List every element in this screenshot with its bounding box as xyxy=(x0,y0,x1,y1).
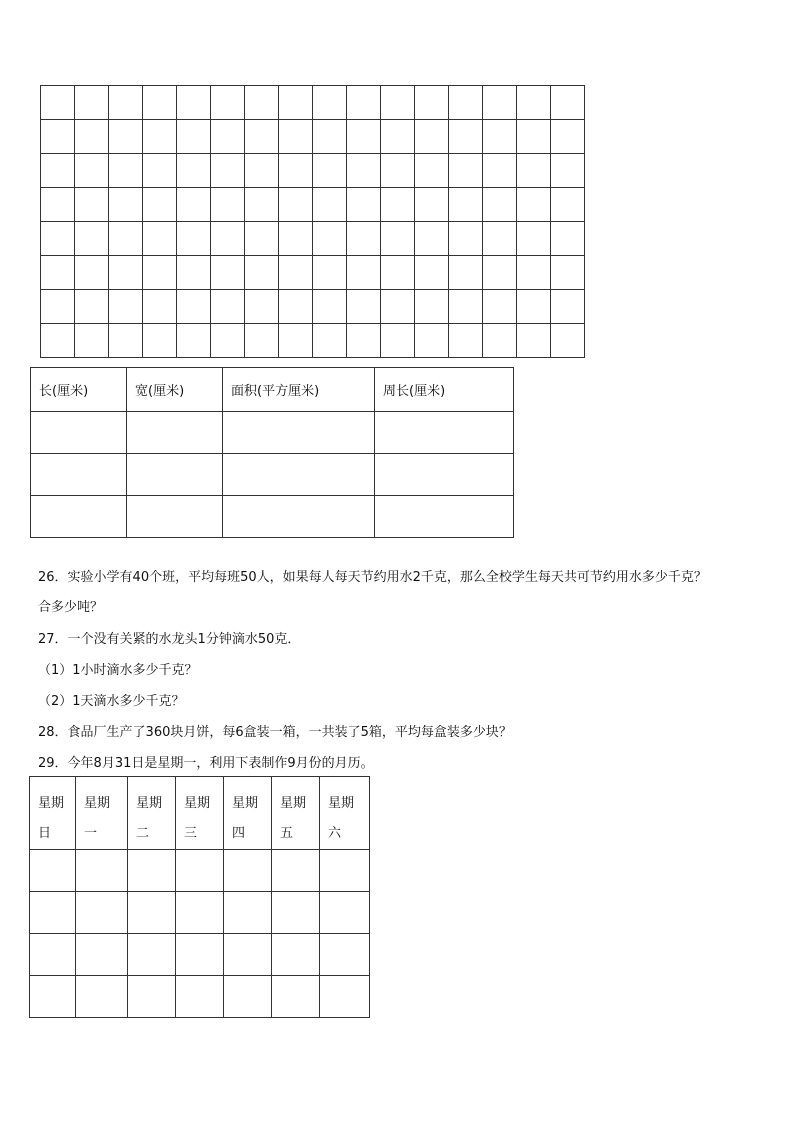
grid-cell xyxy=(177,290,211,324)
calendar-cell xyxy=(272,850,320,892)
grid-cell xyxy=(517,290,551,324)
grid-cell xyxy=(109,120,143,154)
rectangle-table-row xyxy=(31,454,514,496)
grid-cell xyxy=(347,188,381,222)
grid-row xyxy=(41,324,585,358)
calendar-cell xyxy=(30,934,76,976)
rectangle-table-cell xyxy=(375,496,514,538)
grid-cell xyxy=(347,324,381,358)
calendar-cell xyxy=(128,976,176,1018)
grid-cell xyxy=(415,188,449,222)
rectangle-table-cell xyxy=(223,496,375,538)
grid-cell xyxy=(109,256,143,290)
grid-cell xyxy=(177,256,211,290)
grid-cell xyxy=(143,222,177,256)
grid-cell xyxy=(449,222,483,256)
grid-cell xyxy=(483,290,517,324)
grid-row xyxy=(41,120,585,154)
grid-cell xyxy=(551,324,585,358)
calendar-cell xyxy=(176,892,224,934)
grid-cell xyxy=(517,188,551,222)
calendar-cell xyxy=(30,850,76,892)
grid-cell xyxy=(483,188,517,222)
grid-cell xyxy=(279,222,313,256)
calendar-cell xyxy=(30,892,76,934)
calendar-cell xyxy=(320,892,370,934)
calendar-row xyxy=(30,850,370,892)
grid-cell xyxy=(245,154,279,188)
calendar-cell xyxy=(272,976,320,1018)
calendar-cell xyxy=(272,934,320,976)
grid-cell xyxy=(143,188,177,222)
grid-cell xyxy=(551,290,585,324)
calendar-cell xyxy=(224,934,272,976)
grid-cell xyxy=(415,120,449,154)
grid-cell xyxy=(75,86,109,120)
rectangle-table xyxy=(30,367,514,538)
grid-cell xyxy=(381,256,415,290)
weekday-sunday: 星期 日 xyxy=(30,777,76,850)
question-27: 27．一个没有关紧的水龙头1分钟滴水50克． xyxy=(38,632,301,647)
grid-cell xyxy=(41,324,75,358)
calendar-header-row xyxy=(30,777,370,850)
grid-cell xyxy=(517,86,551,120)
grid-cell xyxy=(41,154,75,188)
grid-cell xyxy=(177,154,211,188)
grid-cell xyxy=(109,222,143,256)
grid-cell xyxy=(109,154,143,188)
grid-cell xyxy=(381,188,415,222)
weekday-friday: 星期 五 xyxy=(272,777,320,850)
weekday-wednesday: 星期 三 xyxy=(176,777,224,850)
rectangle-table-row xyxy=(31,496,514,538)
grid-cell xyxy=(109,324,143,358)
grid-cell xyxy=(517,324,551,358)
grid-cell xyxy=(449,188,483,222)
calendar-cell xyxy=(128,850,176,892)
grid-cell xyxy=(75,120,109,154)
calendar-cell xyxy=(176,850,224,892)
grid-cell xyxy=(381,324,415,358)
rectangle-table-cell xyxy=(31,496,127,538)
grid-cell xyxy=(211,120,245,154)
grid-cell xyxy=(313,154,347,188)
rectangle-table-cell xyxy=(223,454,375,496)
weekday-tuesday: 星期 二 xyxy=(128,777,176,850)
calendar-cell xyxy=(128,934,176,976)
grid-cell xyxy=(211,188,245,222)
weekday-monday: 星期 一 xyxy=(76,777,128,850)
grid-cell xyxy=(313,324,347,358)
rectangle-table-header-row xyxy=(31,368,514,412)
grid-cell xyxy=(483,120,517,154)
grid-row xyxy=(41,154,585,188)
grid-cell xyxy=(211,154,245,188)
grid-cell xyxy=(415,154,449,188)
grid-row xyxy=(41,256,585,290)
grid-cell xyxy=(347,256,381,290)
calendar-cell xyxy=(320,850,370,892)
rectangle-table-cell xyxy=(127,496,223,538)
grid-cell xyxy=(483,222,517,256)
rectangle-table-cell xyxy=(375,454,514,496)
grid-cell xyxy=(415,86,449,120)
grid-cell xyxy=(551,120,585,154)
grid-cell xyxy=(279,86,313,120)
calendar-row xyxy=(30,976,370,1018)
grid-cell xyxy=(75,324,109,358)
question-26-continued: 合多少吨？ xyxy=(38,600,104,615)
grid-cell xyxy=(279,154,313,188)
grid-cell xyxy=(517,222,551,256)
grid-cell xyxy=(415,256,449,290)
calendar-cell xyxy=(128,892,176,934)
grid-cell xyxy=(483,256,517,290)
grid-cell xyxy=(415,222,449,256)
calendar-cell xyxy=(176,934,224,976)
rectangle-table-cell xyxy=(375,412,514,454)
grid-cell xyxy=(75,256,109,290)
grid-cell xyxy=(483,86,517,120)
weekday-saturday: 星期 六 xyxy=(320,777,370,850)
grid-cell xyxy=(245,290,279,324)
question-28: 28．食品厂生产了360块月饼，每6盒装一箱，一共装了5箱，平均每盒装多少块？ xyxy=(38,725,512,740)
grid-cell xyxy=(41,188,75,222)
calendar-cell xyxy=(224,850,272,892)
calendar-row xyxy=(30,934,370,976)
rectangle-table-cell xyxy=(127,412,223,454)
grid-cell xyxy=(279,120,313,154)
grid-cell xyxy=(41,290,75,324)
grid-cell xyxy=(143,86,177,120)
grid-row xyxy=(41,290,585,324)
grid-cell xyxy=(347,290,381,324)
grid-cell xyxy=(143,154,177,188)
grid-row xyxy=(41,188,585,222)
question-29: 29．今年8月31日是星期一，利用下表制作9月份的月历。 xyxy=(38,756,374,771)
grid-cell xyxy=(75,222,109,256)
grid-cell xyxy=(245,188,279,222)
calendar-cell xyxy=(76,850,128,892)
grid-cell xyxy=(483,154,517,188)
grid-cell xyxy=(313,86,347,120)
grid-cell xyxy=(75,154,109,188)
grid-cell xyxy=(41,222,75,256)
grid-cell xyxy=(551,188,585,222)
grid-cell xyxy=(279,290,313,324)
weekday-thursday: 星期 四 xyxy=(224,777,272,850)
calendar-cell xyxy=(320,976,370,1018)
grid-cell xyxy=(279,188,313,222)
grid-cell xyxy=(415,324,449,358)
grid-cell xyxy=(143,256,177,290)
grid-row xyxy=(41,86,585,120)
grid-cell xyxy=(415,290,449,324)
grid-cell xyxy=(109,290,143,324)
rectangle-table-cell xyxy=(31,412,127,454)
calendar-cell xyxy=(224,892,272,934)
grid-cell xyxy=(211,256,245,290)
calendar-cell xyxy=(272,892,320,934)
header-area: 面积(平方厘米) xyxy=(223,368,375,412)
calendar-cell xyxy=(76,976,128,1018)
grid-cell xyxy=(211,222,245,256)
grid-cell xyxy=(177,120,211,154)
grid-cell xyxy=(381,290,415,324)
grid-cell xyxy=(109,86,143,120)
grid-cell xyxy=(449,120,483,154)
grid-cell xyxy=(143,290,177,324)
grid-cell xyxy=(313,256,347,290)
grid-cell xyxy=(41,120,75,154)
grid-cell xyxy=(177,222,211,256)
grid-cell xyxy=(313,222,347,256)
rectangle-table-row xyxy=(31,412,514,454)
grid-cell xyxy=(211,324,245,358)
grid-cell xyxy=(109,188,143,222)
grid-cell xyxy=(245,324,279,358)
grid-cell xyxy=(347,222,381,256)
calendar-cell xyxy=(224,976,272,1018)
grid-cell xyxy=(143,120,177,154)
question-27-part-1: （1）1小时滴水多少千克？ xyxy=(38,663,198,678)
grid-cell xyxy=(449,256,483,290)
question-26: 26．实验小学有40个班，平均每班50人，如果每人每天节约用水2千克，那么全校学生每天共可节约用水多少千克？ xyxy=(38,570,707,585)
grid-cell xyxy=(279,324,313,358)
grid-cell xyxy=(347,154,381,188)
grid-cell xyxy=(245,222,279,256)
grid-cell xyxy=(517,120,551,154)
question-27-part-2: （2）1天滴水多少千克？ xyxy=(38,694,185,709)
grid-cell xyxy=(449,324,483,358)
grid-cell xyxy=(41,86,75,120)
rectangle-table-cell xyxy=(31,454,127,496)
grid-cell xyxy=(381,222,415,256)
rectangle-table-cell xyxy=(223,412,375,454)
grid-cell xyxy=(245,120,279,154)
grid-cell xyxy=(551,256,585,290)
grid-cell xyxy=(177,86,211,120)
calendar-cell xyxy=(176,976,224,1018)
grid-cell xyxy=(211,290,245,324)
grid-cell xyxy=(449,154,483,188)
grid-cell xyxy=(177,188,211,222)
calendar-cell xyxy=(320,934,370,976)
grid-cell xyxy=(279,256,313,290)
grid-cell xyxy=(517,154,551,188)
grid-cell xyxy=(551,154,585,188)
header-length: 长(厘米) xyxy=(31,368,127,412)
header-width: 宽(厘米) xyxy=(127,368,223,412)
header-perimeter: 周长(厘米) xyxy=(375,368,514,412)
grid-cell xyxy=(177,324,211,358)
grid-cell xyxy=(347,120,381,154)
grid-cell xyxy=(313,188,347,222)
grid-cell xyxy=(211,86,245,120)
grid-cell xyxy=(245,86,279,120)
calendar-cell xyxy=(76,892,128,934)
grid-cell xyxy=(381,154,415,188)
grid-cell xyxy=(551,86,585,120)
grid-cell xyxy=(245,256,279,290)
grid-cell xyxy=(483,324,517,358)
grid-cell xyxy=(551,222,585,256)
calendar-cell xyxy=(30,976,76,1018)
calendar-cell xyxy=(76,934,128,976)
grid-cell xyxy=(381,120,415,154)
square-grid xyxy=(40,85,585,358)
grid-cell xyxy=(313,120,347,154)
grid-cell xyxy=(75,290,109,324)
grid-cell xyxy=(143,324,177,358)
grid-cell xyxy=(313,290,347,324)
calendar-row xyxy=(30,892,370,934)
grid-cell xyxy=(347,86,381,120)
grid-cell xyxy=(517,256,551,290)
grid-cell xyxy=(449,86,483,120)
grid-row xyxy=(41,222,585,256)
grid-cell xyxy=(381,86,415,120)
grid-cell xyxy=(449,290,483,324)
grid-cell xyxy=(75,188,109,222)
grid-cell xyxy=(41,256,75,290)
calendar-table xyxy=(29,776,370,1018)
rectangle-table-cell xyxy=(127,454,223,496)
